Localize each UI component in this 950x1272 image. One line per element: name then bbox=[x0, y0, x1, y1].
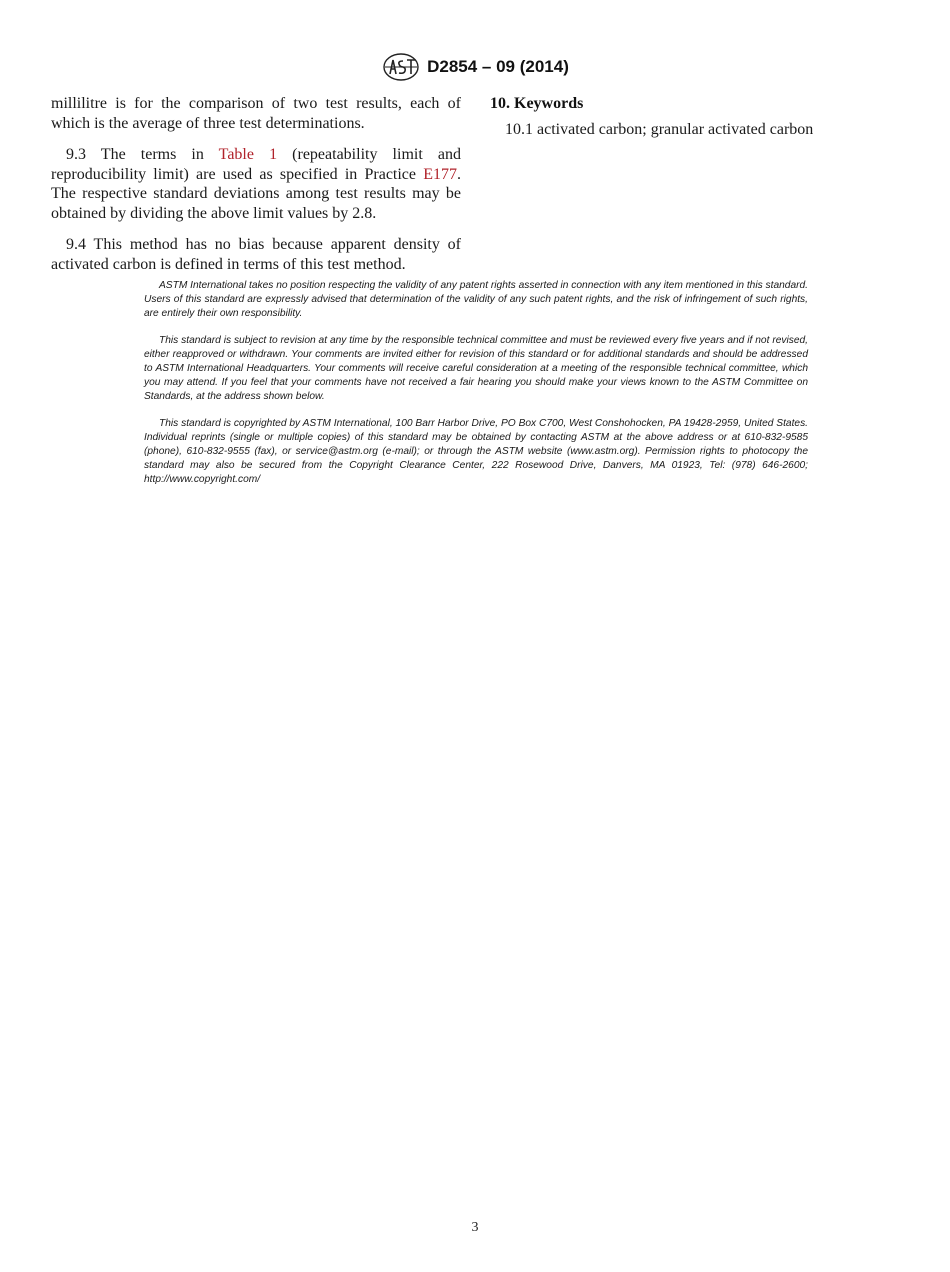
paragraph-9-4: 9.4 This method has no bias because apparent density of activated carbon is defined in terms of this test method. bbox=[51, 236, 461, 273]
paragraph-9-3-text-3: . The respective standard deviations among test results may be obtained by dividing the above limit values by 2.8. bbox=[51, 165, 461, 222]
table-1-link[interactable]: Table 1 bbox=[218, 146, 278, 163]
patent-notice: ASTM International takes no position respecting the validity of any patent rights asserted in connection with any item mentioned in this standard. Users of this standard are expressly advised that determination of the validity of any such patent rights, and the risk of infringement of such rights, are entirely their own responsibility. bbox=[144, 280, 808, 319]
copyright-notice: This standard is copyrighted by ASTM International, 100 Barr Harbor Drive, PO Box C700, West Conshohocken, PA 19428-2959, United States. Individual reprints (single or multiple copies) of this standard may be obtained by contacting ASTM at the above address or at 610-832-9585 (phone), 610-832-9555 (fax), or service@astm.org (e-mail); or through the ASTM website (www.astm.org). Permission rights to photocopy the standard may also be secured from the Copyright Clearance Center, 222 Rosewood Drive, Danvers, MA 01923, Tel: (978) 646-2600; http://www.copyright.com/ bbox=[144, 418, 808, 485]
paragraph-9-3-text-2: (repeatability limit and reproducibility limit) are used as specified in Practice bbox=[51, 146, 461, 183]
legal-notes bbox=[144, 279, 808, 500]
e177-link[interactable]: E177 bbox=[423, 165, 457, 183]
keywords-heading: 10. Keywords bbox=[490, 95, 584, 112]
astm-logo-icon bbox=[381, 52, 421, 82]
revision-notice: This standard is subject to revision at any time by the responsible technical committee and must be reviewed every five years and if not revised, either reapproved or withdrawn. Your comments are invited either for revision of this standard or for additional standards and should be addressed to ASTM International Headquarters. Your comments will receive careful consideration at a meeting of the responsible technical committee, which you may attend. If you feel that your comments have not received a fair hearing you should make your views known to the ASTM Committee on Standards, at the address shown below. bbox=[144, 335, 808, 402]
page-header bbox=[0, 52, 950, 87]
paragraph-9-3-text-1: 9.3 The terms in bbox=[66, 146, 219, 163]
page-number: 3 bbox=[471, 1220, 479, 1235]
paragraph-9-3 bbox=[51, 145, 461, 223]
left-column bbox=[51, 94, 461, 286]
right-column bbox=[490, 94, 900, 151]
continued-paragraph: millilitre is for the comparison of two test results, each of which is the average of three test determinations. bbox=[51, 95, 461, 132]
standard-designation: D2854 – 09 (2014) bbox=[427, 57, 569, 76]
paragraph-10-1: 10.1 activated carbon; granular activated carbon bbox=[505, 120, 814, 138]
